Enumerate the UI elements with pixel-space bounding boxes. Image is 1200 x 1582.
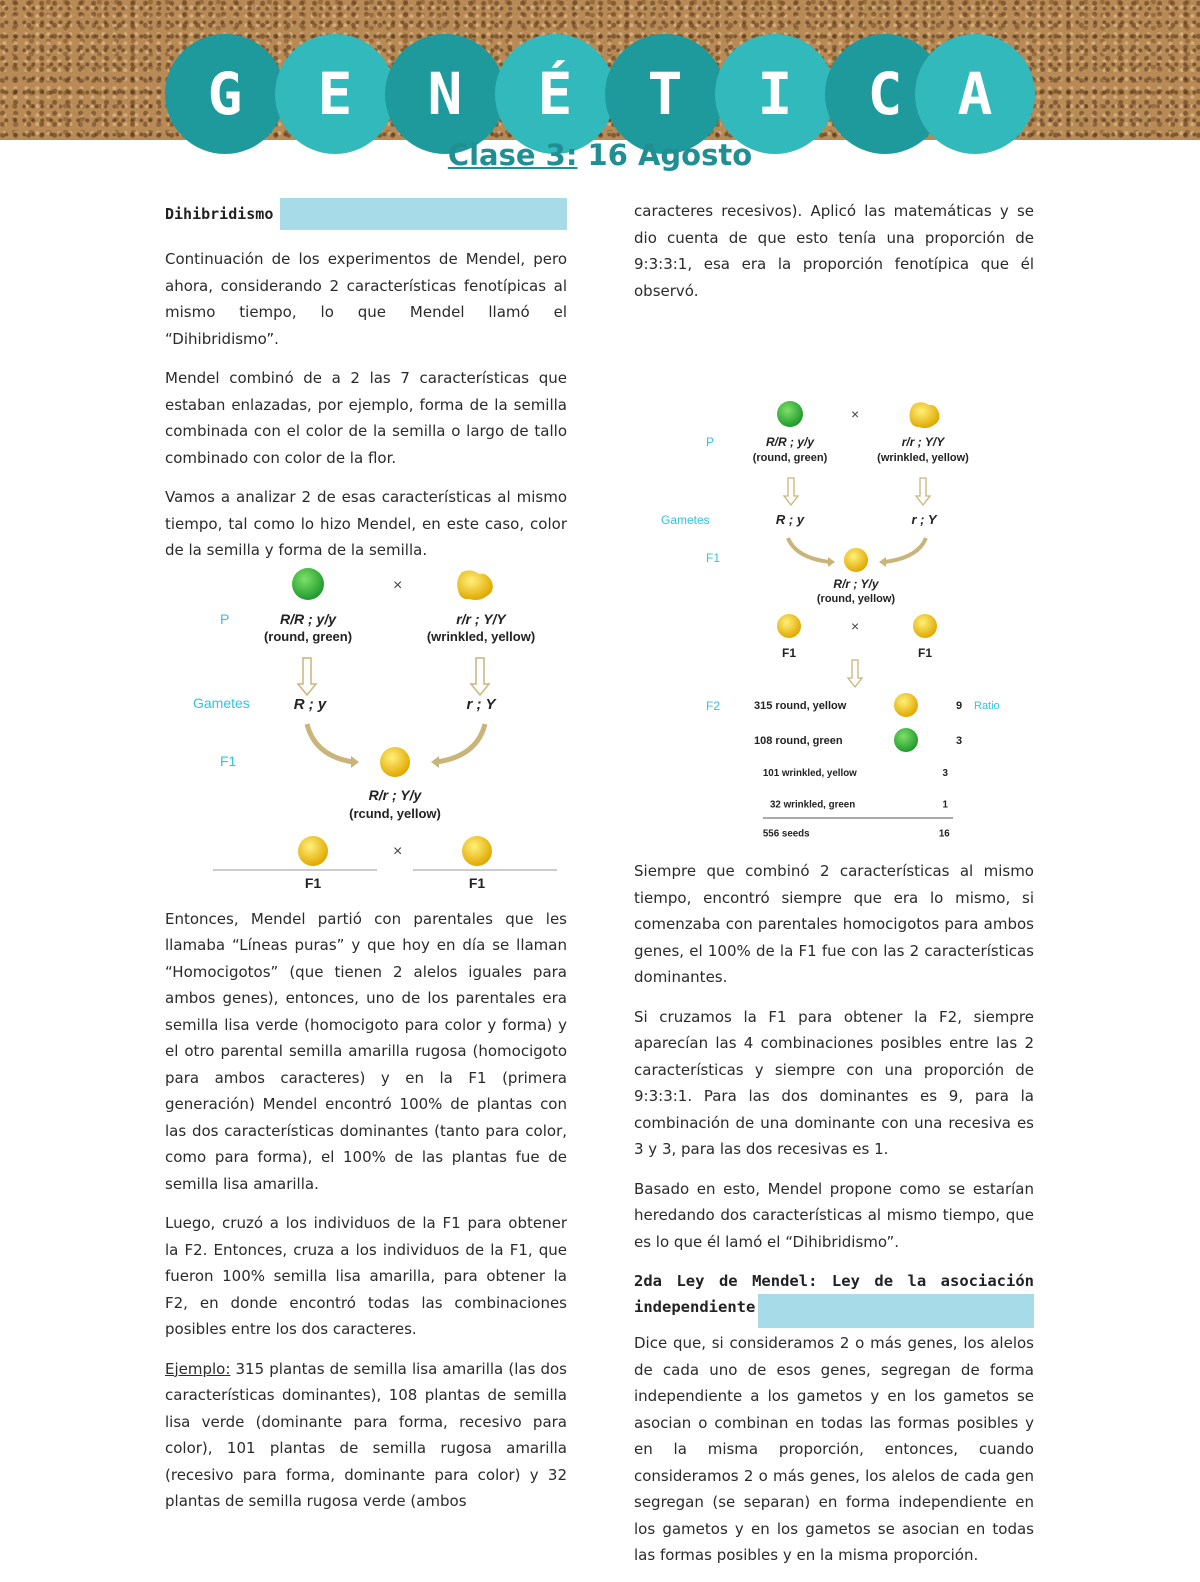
paragraph — [165, 1356, 567, 1515]
paragraph: Continuación de los experimentos de Mendel, pero ahora, considerando 2 características fenotípicas al mismo tiempo, lo que Mendel llamó el “Dihibridismo”. — [165, 250, 567, 348]
yellow-round-seed — [913, 614, 937, 638]
arrow-down-icon — [916, 478, 930, 505]
gametes-label: Gametes — [193, 694, 250, 711]
paragraph: Si cruzamos la F1 para obtener la F2, siempre aparecían las 4 combinaciones posibles entre las 2 características y siempre con una proporción de 9:3:3:1. Para las dos dominantes es 9, para la combinación de una dominante con una recesiva es 3 y 3, para las dos recesivas es 1. — [634, 1007, 1034, 1158]
paragraph: Basado en esto, Mendel propone como se estarían heredando dos características al mismo tiempo, que es lo que él lamó el “Dihibridismo”. — [634, 1179, 1034, 1251]
f1-phenotype: (round, yellow) — [816, 593, 896, 605]
parent1-genotype: R/R ; y/y — [765, 435, 815, 449]
curved-arrow-icon — [884, 538, 926, 562]
title-letter: É — [495, 34, 615, 154]
arrow-head-icon — [828, 557, 835, 567]
paragraph: Mendel combinó de a 2 las 7 características que estaban enlazadas, por ejemplo, forma de la semilla combinada con el color de la semilla o largo de tallo combinado con color de la flor. — [165, 369, 567, 467]
left-column — [165, 198, 567, 1528]
paragraph: Entonces, Mendel partió con parentales que les llamaba “Líneas puras” y que hoy en día se llaman “Homocigotos” (que tienen 2 alelos iguales para ambos genes), entonces, uno de los parentales era semilla lisa verde (homocigoto para color y forma) y el otro parental semilla amarilla rugosa (homocigoto para ambos caracteres) y en la F1 (primera generación) Mendel encontró 100% de plantas con las dos características dominantes (tanto para color, como para forma), el 100% de las plantas fue de semilla lisa amarilla. — [165, 909, 567, 1193]
parent2-phenotype: (wrinkled, yellow) — [426, 628, 536, 644]
f1-label: F1 — [468, 874, 486, 891]
f2-row-label: 32 wrinkled, green — [770, 799, 856, 811]
f2-row-label: 108 round, green — [754, 735, 843, 747]
parent1-phenotype: (round, green) — [263, 628, 353, 644]
parent1-genotype: R/R ; y/y — [279, 610, 337, 627]
yellow-round-seed — [844, 548, 868, 572]
right-column — [634, 198, 1034, 1582]
ratio-label: Ratio — [974, 700, 1000, 712]
parent2-genotype: r/r ; Y/Y — [901, 435, 945, 449]
parent1-phenotype: (round, green) — [752, 452, 828, 464]
f1-label: F1 — [220, 752, 237, 769]
arrow-down-icon — [298, 658, 316, 695]
green-round-seed — [292, 568, 324, 600]
arrow-down-icon — [848, 660, 862, 687]
yellow-wrinkled-seed — [457, 570, 493, 600]
f2-row-ratio: 1 — [942, 799, 948, 811]
f2-label: F2 — [706, 699, 721, 713]
example-text: 315 plantas de semilla lisa amarilla (las dos características dominantes), 108 plantas de semilla lisa verde (dominante para forma, recesivo para color), 101 plantas de semilla rugosa amarilla (recesivo para forma, dominante para color) y 32 plantas de semilla rugosa verde (ambos — [165, 1359, 567, 1510]
f1-label: F1 — [304, 874, 322, 891]
paragraph: Siempre que combinó 2 características al mismo tiempo, encontró siempre que era lo mismo, si comenzaba con parentales homocigotos para ambos genes, el 100% de la F1 fue con las 2 características dominantes. — [634, 862, 1034, 986]
f1-label: F1 — [781, 646, 797, 660]
example-label: Ejemplo: — [165, 1359, 231, 1378]
yellow-round-seed — [380, 747, 410, 777]
total-ratio: 16 — [938, 828, 950, 840]
gamete2: r ; Y — [911, 512, 937, 527]
f2-row-ratio: 3 — [956, 735, 963, 747]
paragraph: Luego, cruzó a los individuos de la F1 para obtener la F2. Entonces, cruza a los individuos de la F1, que fueron 100% semilla lisa amarilla, para obtener la F2, en donde encontró todas las combinaciones posibles entre los dos caracteres. — [165, 1214, 567, 1338]
title-letter: E — [275, 34, 395, 154]
curved-arrow-icon — [788, 538, 830, 562]
f1-label: F1 — [706, 551, 721, 565]
f2-ratio-figure — [634, 310, 1034, 780]
class-subtitle — [0, 138, 1200, 172]
title-letter: I — [715, 34, 835, 154]
f1-genotype: R/r ; Y/y — [368, 786, 422, 803]
arrow-head-icon — [351, 756, 359, 768]
yellow-round-seed — [462, 836, 492, 866]
f1-label: F1 — [917, 646, 933, 660]
p-label: P — [220, 610, 230, 627]
paragraph: caracteres recesivos). Aplicó las matemáticas y se dio cuenta de que esto tenía una proporción de 9:3:3:1, esa era la proporción fenotípica que él observó. — [634, 202, 1034, 300]
arrow-down-icon — [471, 658, 489, 695]
cross-symbol: × — [393, 576, 403, 594]
f2-row-label: 101 wrinkled, yellow — [762, 768, 857, 780]
f1-genotype: R/r ; Y/y — [833, 577, 879, 591]
class-date: 16 Agosto — [577, 138, 753, 172]
title-letter: N — [385, 34, 505, 154]
section-heading: Dihibridismo — [165, 204, 274, 223]
gamete2: r ; Y — [466, 695, 496, 713]
yellow-wrinkled-seed — [910, 402, 940, 428]
parent2-genotype: r/r ; Y/Y — [456, 610, 506, 627]
f2-ratio-figure-lower — [634, 768, 1034, 858]
law-heading: 2da Ley de Mendel: Ley de la asociación independiente — [634, 1272, 1034, 1316]
yellow-round-seed — [894, 693, 918, 717]
yellow-round-seed — [777, 614, 801, 638]
p-label: P — [706, 435, 715, 449]
arrow-down-icon — [784, 478, 798, 505]
f2-row-ratio: 9 — [956, 700, 963, 712]
dihybrid-cross-figure — [165, 566, 567, 906]
arrow-head-icon — [431, 756, 439, 768]
cross-symbol: × — [851, 406, 860, 422]
total-label: 556 seeds — [762, 828, 810, 840]
class-label: Clase 3: — [447, 138, 578, 172]
f2-row — [754, 693, 962, 717]
cross-symbol: × — [851, 618, 860, 634]
gamete1: R ; y — [775, 512, 805, 527]
gamete1: R ; y — [293, 695, 327, 713]
title-letter: A — [915, 34, 1035, 154]
f2-row-label: 315 round, yellow — [754, 700, 847, 712]
yellow-round-seed — [298, 836, 328, 866]
green-round-seed — [894, 728, 918, 752]
title-letter: T — [605, 34, 725, 154]
law-heading-block — [634, 1268, 1034, 1320]
curved-arrow-icon — [307, 724, 353, 762]
f2-row — [754, 728, 962, 752]
heading-highlight — [280, 198, 567, 230]
paragraph: Vamos a analizar 2 de esas características al mismo tiempo, tal como lo hizo Mendel, en este caso, color de la semilla y forma de la semilla. — [165, 488, 567, 559]
gametes-label: Gametes — [661, 513, 710, 527]
cross-symbol: × — [393, 842, 403, 860]
arrow-head-icon — [879, 557, 886, 567]
f1-phenotype: (rcund, yellow) — [349, 805, 441, 821]
title-letter: G — [165, 34, 285, 154]
green-round-seed — [777, 401, 803, 427]
f2-row-ratio: 3 — [942, 768, 948, 780]
curved-arrow-icon — [437, 724, 485, 762]
paragraph: Dice que, si consideramos 2 o más genes, los alelos de cada uno de esos genes, segregan de forma independiente a los gametos y en los gametos se asocian o combinan en todas las formas posibles y en la misma proporción, entonces, cuando consideramos 2 o más genes, los alelos de cada gen segregan (se separan) en forma independiente en los gametos y en los gametos se asocian en todas las formas posibles y en la misma proporción. — [634, 1334, 1034, 1564]
parent2-phenotype: (wrinkled, yellow) — [877, 452, 969, 464]
title-letter: C — [825, 34, 945, 154]
